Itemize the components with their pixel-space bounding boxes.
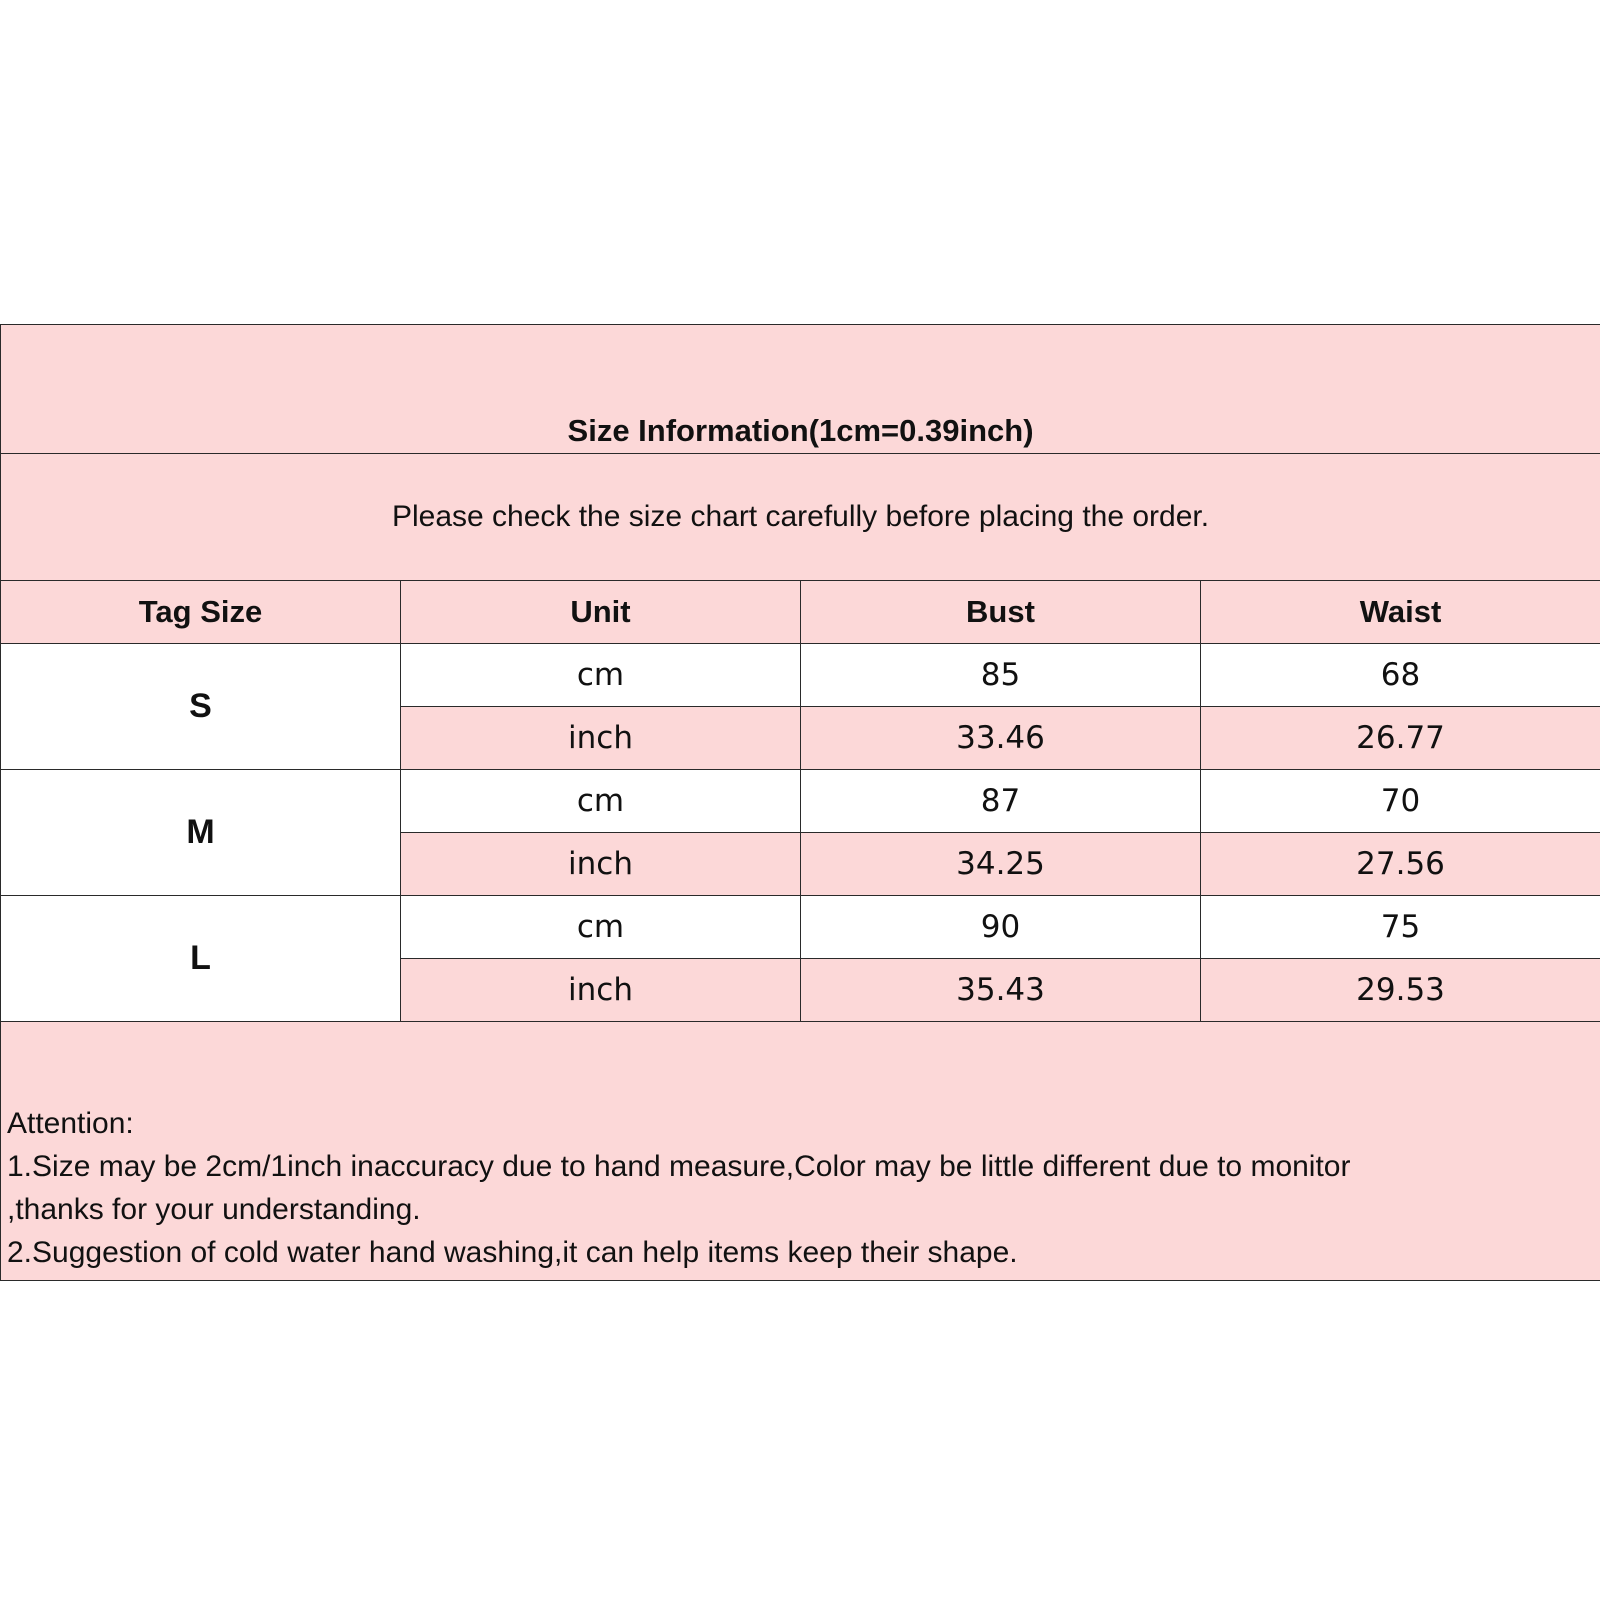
header-waist: Waist bbox=[1201, 581, 1600, 644]
waist-cell: 68 bbox=[1201, 644, 1600, 707]
bust-cell: 35.43 bbox=[801, 959, 1201, 1022]
table-row bbox=[1, 644, 1600, 707]
size-label-m: M bbox=[1, 770, 401, 896]
waist-cell: 29.53 bbox=[1201, 959, 1600, 1022]
attention-line-3: 2.Suggestion of cold water hand washing,it can help items keep their shape. bbox=[7, 1236, 1018, 1269]
header-tag-size: Tag Size bbox=[1, 581, 401, 644]
unit-cell: inch bbox=[401, 833, 801, 896]
table-row bbox=[1, 770, 1600, 833]
waist-cell: 26.77 bbox=[1201, 707, 1600, 770]
notice-row bbox=[1, 454, 1600, 581]
unit-cell: inch bbox=[401, 959, 801, 1022]
header-row bbox=[1, 581, 1600, 644]
unit-cell: inch bbox=[401, 707, 801, 770]
bust-cell: 90 bbox=[801, 896, 1201, 959]
waist-cell: 27.56 bbox=[1201, 833, 1600, 896]
attention-line-1: 1.Size may be 2cm/1inch inaccuracy due to hand measure,Color may be little different due to monitor bbox=[7, 1150, 1351, 1183]
size-chart bbox=[0, 324, 1600, 1281]
table-row bbox=[1, 896, 1600, 959]
waist-cell: 75 bbox=[1201, 896, 1600, 959]
attention-heading: Attention: bbox=[7, 1107, 134, 1140]
attention-line-2: ,thanks for your understanding. bbox=[7, 1193, 421, 1226]
bust-cell: 87 bbox=[801, 770, 1201, 833]
chart-notice: Please check the size chart carefully before placing the order. bbox=[1, 454, 1600, 581]
title-row bbox=[1, 325, 1600, 454]
bust-cell: 85 bbox=[801, 644, 1201, 707]
attention-row bbox=[1, 1022, 1600, 1281]
size-table bbox=[0, 324, 1600, 1281]
waist-cell: 70 bbox=[1201, 770, 1600, 833]
size-label-s: S bbox=[1, 644, 401, 770]
unit-cell: cm bbox=[401, 644, 801, 707]
unit-cell: cm bbox=[401, 896, 801, 959]
header-unit: Unit bbox=[401, 581, 801, 644]
bust-cell: 34.25 bbox=[801, 833, 1201, 896]
attention-box bbox=[1, 1022, 1600, 1281]
bust-cell: 33.46 bbox=[801, 707, 1201, 770]
size-label-l: L bbox=[1, 896, 401, 1022]
header-bust: Bust bbox=[801, 581, 1201, 644]
chart-title: Size Information(1cm=0.39inch) bbox=[1, 325, 1600, 454]
unit-cell: cm bbox=[401, 770, 801, 833]
